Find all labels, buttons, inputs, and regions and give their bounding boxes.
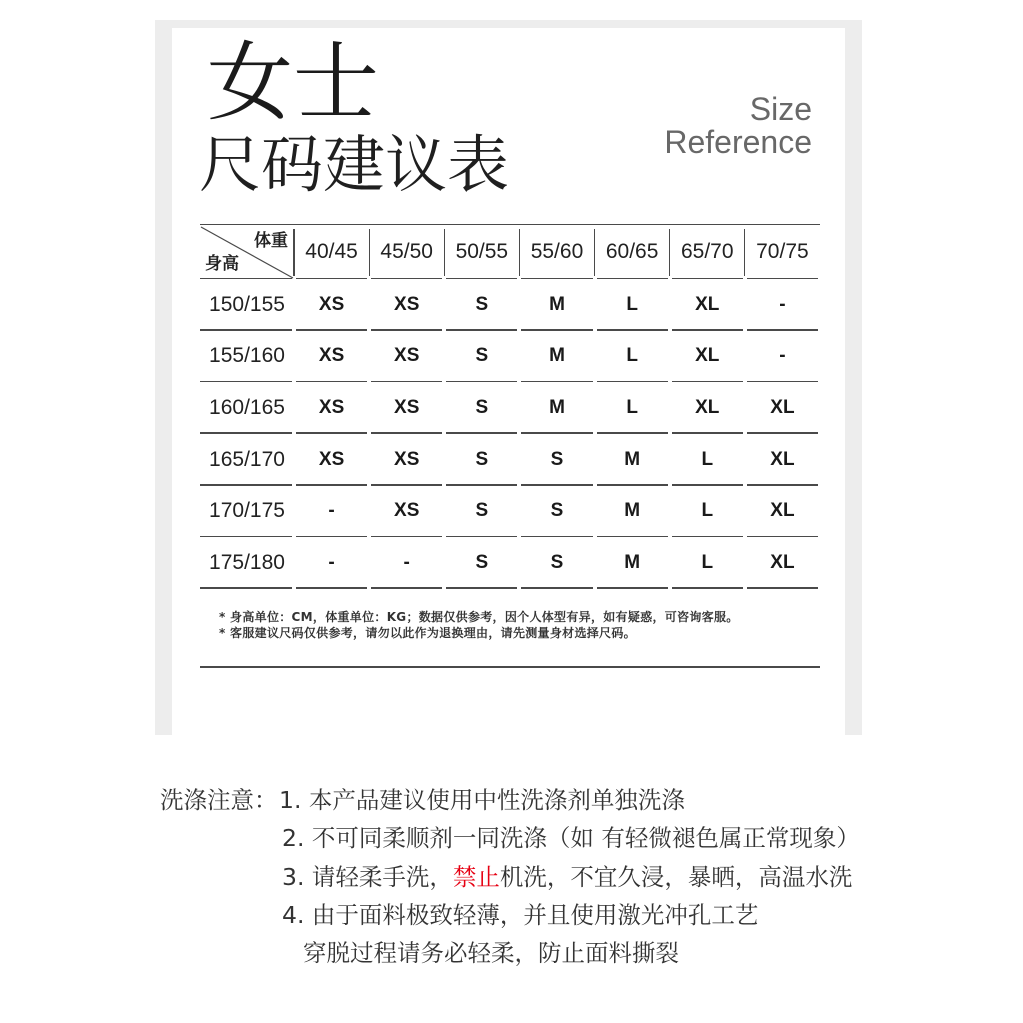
size-reference-label xyxy=(664,93,812,159)
care-item-2: 2. 不可同柔顺剂一同洗涤（如 有轻微褪色属正常现象） xyxy=(282,824,860,852)
care-item-3-text: 3. 请轻柔手洗， xyxy=(282,863,453,891)
size-cell: L xyxy=(670,486,745,538)
size-cell: L xyxy=(595,279,670,331)
size-cell: XS xyxy=(369,382,444,434)
size-cell: - xyxy=(294,537,369,589)
table-row xyxy=(200,279,820,331)
care-item-1: 1. 本产品建议使用中性洗涤剂单独洗涤 xyxy=(279,786,685,814)
size-cell: S xyxy=(519,434,594,486)
size-cell: S xyxy=(444,486,519,538)
weight-column-header: 40/45 xyxy=(294,225,369,279)
size-cell: S xyxy=(444,537,519,589)
height-row-label: 165/170 xyxy=(200,434,294,486)
weight-column-header: 65/70 xyxy=(670,225,745,279)
size-cell: S xyxy=(444,331,519,383)
height-row-label: 155/160 xyxy=(200,331,294,383)
size-cell: XS xyxy=(369,279,444,331)
size-cell: S xyxy=(444,434,519,486)
care-item-4: 4. 由于面料极致轻薄，并且使用激光冲孔工艺 xyxy=(282,901,759,929)
size-cell: XS xyxy=(369,486,444,538)
height-axis-label: 身高 xyxy=(205,254,239,274)
size-cell: - xyxy=(294,486,369,538)
size-cell: M xyxy=(595,537,670,589)
height-row-label: 175/180 xyxy=(200,537,294,589)
size-cell: - xyxy=(369,537,444,589)
care-label: 洗涤注意： xyxy=(160,786,278,814)
size-cell: XL xyxy=(670,331,745,383)
size-cell: M xyxy=(519,382,594,434)
size-cell: XL xyxy=(670,279,745,331)
weight-column-header: 60/65 xyxy=(595,225,670,279)
size-cell: XL xyxy=(745,382,820,434)
care-item-4-continuation: 穿脱过程请务必轻柔，防止面料撕裂 xyxy=(303,939,679,967)
size-cell: XS xyxy=(294,382,369,434)
note-line: * 客服建议尺码仅供参考，请勿以此作为退换理由，请先测量身材选择尺码。 xyxy=(219,626,636,640)
height-row-label: 160/165 xyxy=(200,382,294,434)
size-cell: XS xyxy=(369,434,444,486)
table-header-row xyxy=(200,225,820,279)
care-item-3 xyxy=(282,865,852,889)
size-cell: XL xyxy=(745,486,820,538)
size-cell: M xyxy=(595,434,670,486)
table-row xyxy=(200,382,820,434)
height-row-label: 170/175 xyxy=(200,486,294,538)
size-cell: M xyxy=(595,486,670,538)
size-cell: L xyxy=(595,382,670,434)
note-line: * 身高单位：CM，体重单位：KG；数据仅供参考，因个人体型有异，如有疑惑，可咨询客服。 xyxy=(219,610,739,624)
size-notes xyxy=(219,609,739,641)
size-reference-line-1: Size xyxy=(749,91,812,127)
height-row-label: 150/155 xyxy=(200,279,294,331)
size-cell: - xyxy=(745,279,820,331)
table-row xyxy=(200,537,820,589)
care-item-3-text-rest: 机洗，不宜久浸，暴晒，高温水洗 xyxy=(499,863,853,891)
weight-axis-label: 体重 xyxy=(254,231,288,251)
size-cell: S xyxy=(444,279,519,331)
size-cell: XS xyxy=(294,331,369,383)
page-subtitle: 尺码建议表 xyxy=(199,128,510,201)
size-cell: S xyxy=(519,486,594,538)
table-row xyxy=(200,486,820,538)
size-cell: S xyxy=(444,382,519,434)
size-cell: XL xyxy=(745,434,820,486)
size-cell: L xyxy=(670,434,745,486)
size-table xyxy=(200,224,820,589)
size-cell: XS xyxy=(294,279,369,331)
weight-column-header: 70/75 xyxy=(745,225,820,279)
size-cell: XS xyxy=(369,331,444,383)
size-cell: M xyxy=(519,331,594,383)
size-cell: - xyxy=(745,331,820,383)
size-cell: L xyxy=(670,537,745,589)
corner-header-cell xyxy=(200,225,294,279)
weight-column-header: 55/60 xyxy=(519,225,594,279)
size-cell: M xyxy=(519,279,594,331)
size-cell: XS xyxy=(294,434,369,486)
weight-column-header: 50/55 xyxy=(444,225,519,279)
size-cell: XL xyxy=(670,382,745,434)
table-row xyxy=(200,434,820,486)
weight-column-header: 45/50 xyxy=(369,225,444,279)
bottom-divider xyxy=(200,666,820,668)
size-cell: L xyxy=(595,331,670,383)
size-cell: S xyxy=(519,537,594,589)
size-cell: XL xyxy=(745,537,820,589)
table-row xyxy=(200,331,820,383)
size-reference-line-2: Reference xyxy=(664,124,812,160)
care-item-3-warning: 禁止 xyxy=(452,863,500,891)
page-title: 女士 xyxy=(207,33,379,133)
